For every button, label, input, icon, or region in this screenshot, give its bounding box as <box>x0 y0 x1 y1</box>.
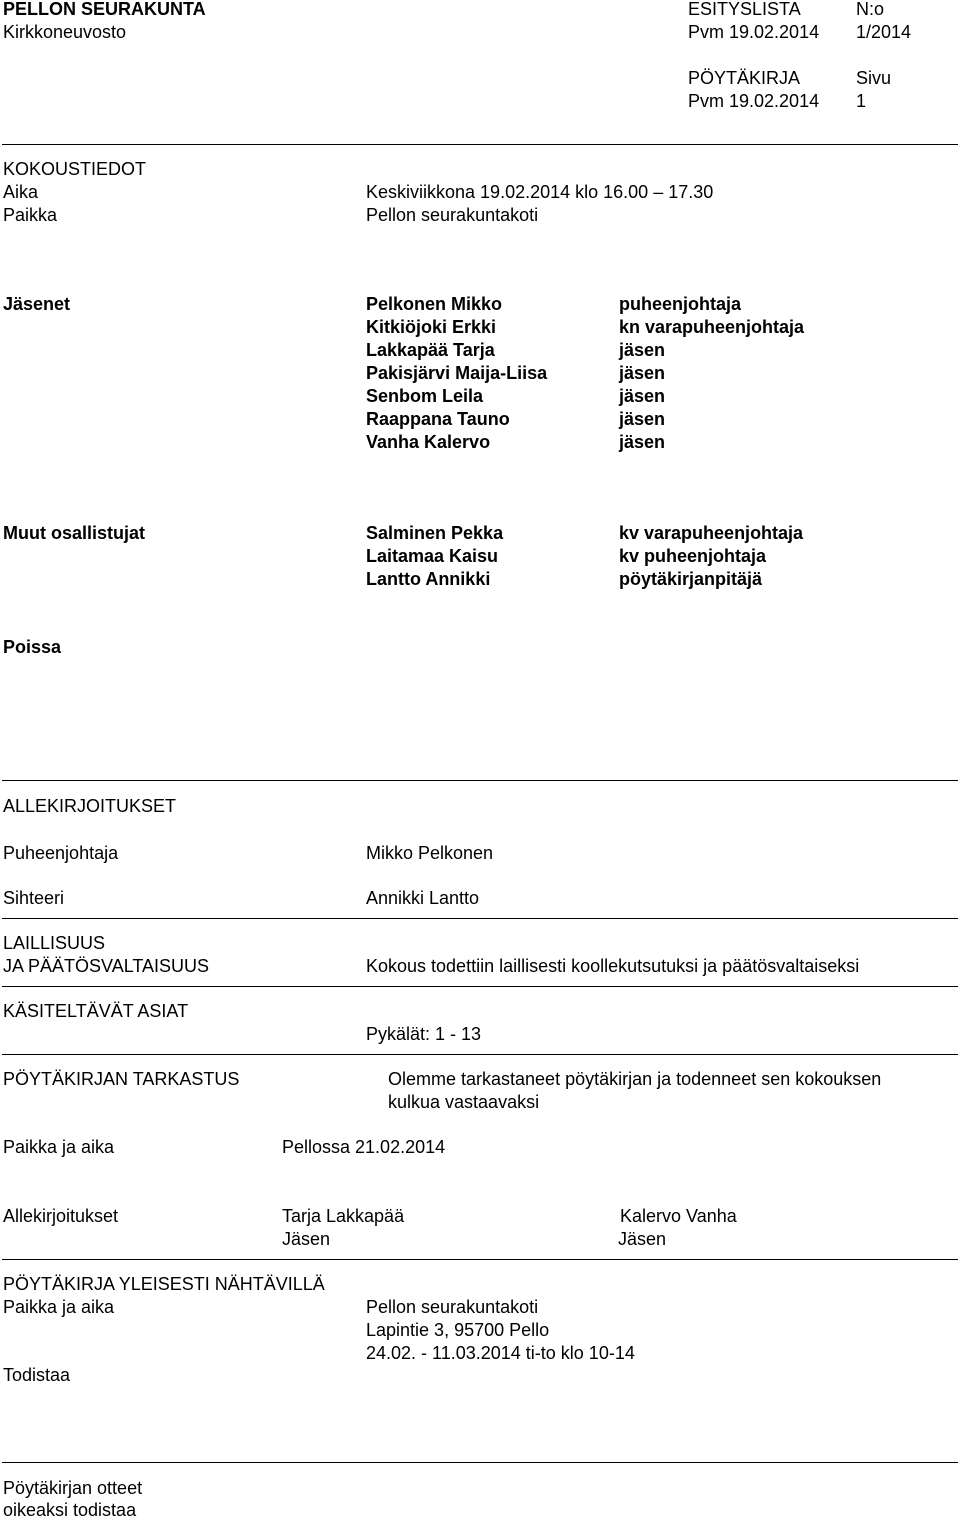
agenda-label: ESITYSLISTA <box>688 0 801 19</box>
participant-name: Lantto Annikki <box>366 569 491 589</box>
member-role: jäsen <box>619 386 666 406</box>
member-name: Vanha Kalervo <box>366 432 491 452</box>
participant-role: kv puheenjohtaja <box>619 546 767 566</box>
page-value: 1 <box>856 91 867 111</box>
divider <box>2 780 958 781</box>
member-name: Pelkonen Mikko <box>366 294 503 314</box>
time-value: Keskiviikkona 19.02.2014 klo 16.00 – 17.30 <box>366 182 714 202</box>
meeting-info-heading: KOKOUSTIEDOT <box>3 159 147 179</box>
minutes-label: PÖYTÄKIRJA <box>688 68 801 88</box>
member-name: Kitkiöjoki Erkki <box>366 317 497 337</box>
signer-name: Kalervo Vanha <box>620 1206 737 1226</box>
divider <box>2 1259 958 1260</box>
other-participants-label: Muut osallistujat <box>3 523 146 543</box>
divider <box>2 1462 958 1463</box>
member-name: Lakkapää Tarja <box>366 340 495 360</box>
signer-role: Jäsen <box>282 1229 331 1249</box>
participant-role: pöytäkirjanpitäjä <box>619 569 763 589</box>
member-role: jäsen <box>619 363 666 383</box>
review-text: Olemme tarkastaneet pöytäkirjan ja todenneet sen kokouksen <box>388 1069 882 1089</box>
extract-label: oikeaksi todistaa <box>3 1500 137 1520</box>
chair-name: Mikko Pelkonen <box>366 843 494 863</box>
public-place-line: Lapintie 3, 95700 Pello <box>366 1320 550 1340</box>
legality-label: LAILLISUUS <box>3 933 106 953</box>
members-label: Jäsenet <box>3 294 71 314</box>
review-text: kulkua vastaavaksi <box>388 1092 540 1112</box>
member-role: jäsen <box>619 340 666 360</box>
governing-body: Kirkkoneuvosto <box>3 22 127 42</box>
signer-name: Tarja Lakkapää <box>282 1206 405 1226</box>
extract-label: Pöytäkirjan otteet <box>3 1478 143 1498</box>
review-place-time-value: Pellossa 21.02.2014 <box>282 1137 446 1157</box>
member-name: Pakisjärvi Maija-Liisa <box>366 363 548 383</box>
review-label: PÖYTÄKIRJAN TARKASTUS <box>3 1069 240 1089</box>
member-name: Raappana Tauno <box>366 409 510 429</box>
signer-role: Jäsen <box>618 1229 667 1249</box>
member-name: Senbom Leila <box>366 386 484 406</box>
items-label: KÄSITELTÄVÄT ASIAT <box>3 1001 189 1021</box>
divider <box>2 1054 958 1055</box>
divider <box>2 144 958 145</box>
number-label: N:o <box>856 0 885 19</box>
participant-role: kv varapuheenjohtaja <box>619 523 804 543</box>
participant-name: Laitamaa Kaisu <box>366 546 499 566</box>
divider <box>2 986 958 987</box>
minutes-date: Pvm 19.02.2014 <box>688 91 820 111</box>
participant-name: Salminen Pekka <box>366 523 504 543</box>
public-place-time-label: Paikka ja aika <box>3 1297 115 1317</box>
signatures-heading: ALLEKIRJOITUKSET <box>3 796 177 816</box>
time-label: Aika <box>3 182 39 202</box>
number-value: 1/2014 <box>856 22 912 42</box>
place-value: Pellon seurakuntakoti <box>366 205 539 225</box>
agenda-date: Pvm 19.02.2014 <box>688 22 820 42</box>
secretary-label: Sihteeri <box>3 888 65 908</box>
member-role: jäsen <box>619 409 666 429</box>
chair-label: Puheenjohtaja <box>3 843 119 863</box>
public-display-heading: PÖYTÄKIRJA YLEISESTI NÄHTÄVILLÄ <box>3 1274 325 1294</box>
member-role: puheenjohtaja <box>619 294 742 314</box>
public-place-line: 24.02. - 11.03.2014 ti-to klo 10-14 <box>366 1343 635 1363</box>
page-label: Sivu <box>856 68 892 88</box>
review-signatures-label: Allekirjoitukset <box>3 1206 119 1226</box>
review-place-time-label: Paikka ja aika <box>3 1137 115 1157</box>
member-role: jäsen <box>619 432 666 452</box>
organization-name: PELLON SEURAKUNTA <box>3 0 206 19</box>
secretary-name: Annikki Lantto <box>366 888 480 908</box>
legality-label: JA PÄÄTÖSVALTAISUUS <box>3 956 210 976</box>
place-label: Paikka <box>3 205 58 225</box>
certify-label: Todistaa <box>3 1365 71 1385</box>
absent-label: Poissa <box>3 637 62 657</box>
legality-text: Kokous todettiin laillisesti koollekutsutuksi ja päätösvaltaiseksi <box>366 956 860 976</box>
public-place-line: Pellon seurakuntakoti <box>366 1297 539 1317</box>
member-role: kn varapuheenjohtaja <box>619 317 805 337</box>
items-value: Pykälät: 1 - 13 <box>366 1024 482 1044</box>
divider <box>2 918 958 919</box>
